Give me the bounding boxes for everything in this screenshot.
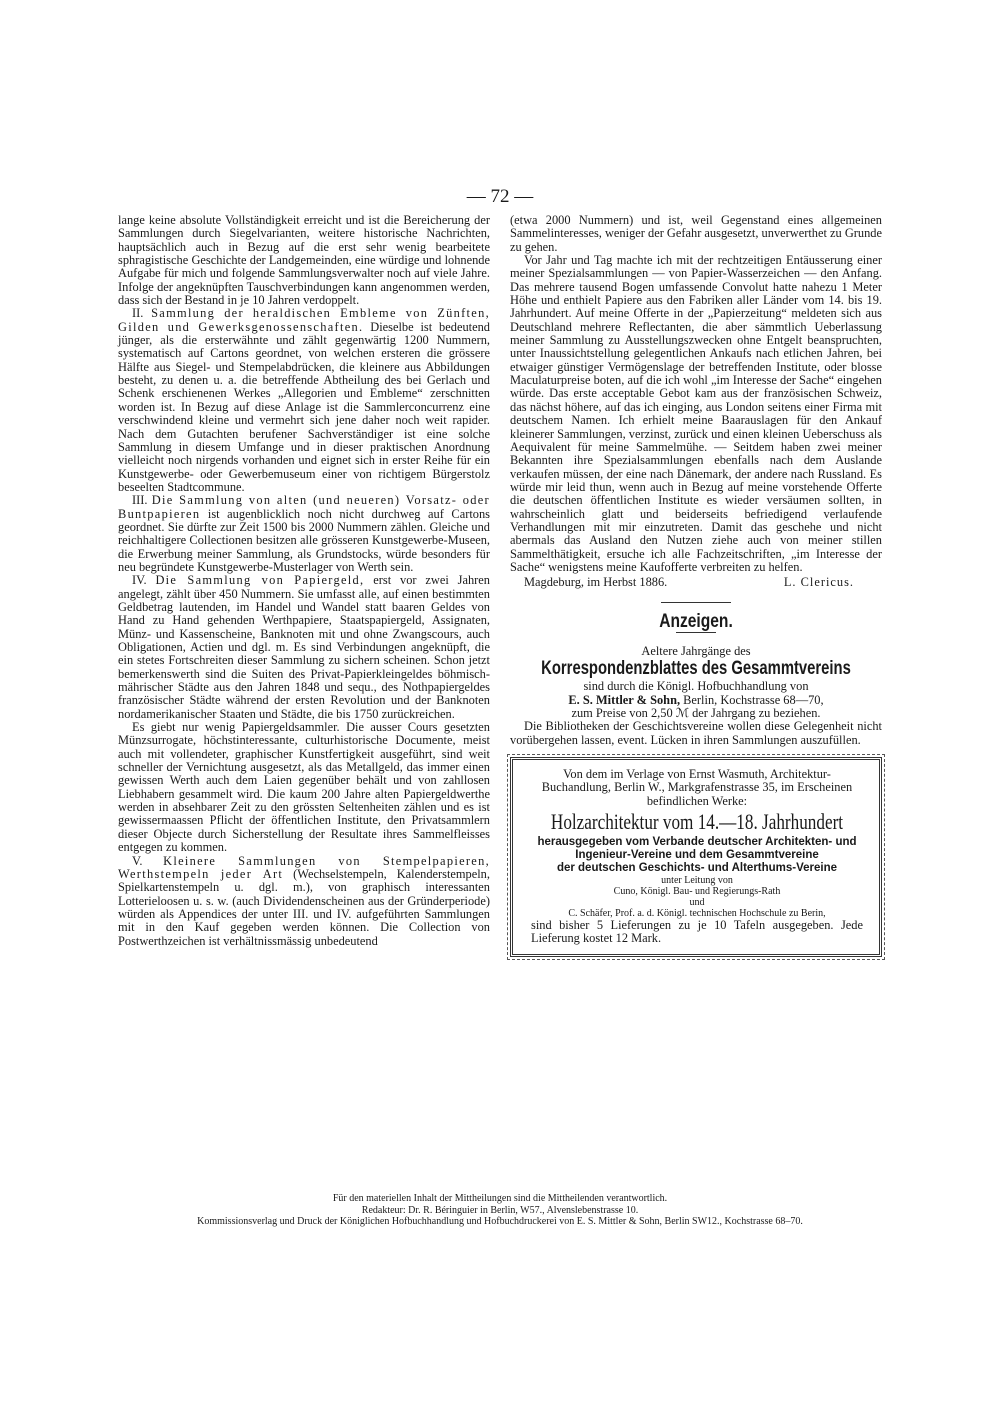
footer-line: Für den materiellen Inhalt der Mittheilungen sind die Mittheilenden verantwortlich. — [332, 1193, 668, 1204]
ad-title: Korrespondenzblattes des Gesammtvereins — [541, 658, 851, 680]
ad-subtitle: der deutschen Geschichts- und Alterthums-Vereine — [556, 862, 838, 875]
divider — [676, 632, 716, 633]
section-title: Die Sammlung von Papiergeld, — [155, 573, 365, 588]
ad-note: Die Bibliotheken der Geschichtsvereine wollen diese Gelegenheit nicht vorübergehen lassen, event. Lücken in ihren Sammlungen auszufüllen. — [510, 719, 882, 747]
section-title: Kleinere Sammlungen von Stempelpapieren, Werthstempeln jeder Art — [118, 853, 490, 881]
footer — [0, 1193, 1000, 1228]
footer-line: Redakteur: Dr. R. Béringuier in Berlin, W57., Alvenslebenstrasse 10. — [361, 1204, 639, 1216]
ads-heading: Anzeigen. — [659, 610, 733, 632]
ad-small-line: Cuno, Königl. Bau- und Regierungs-Rath — [613, 886, 781, 898]
section-number: IV. — [132, 573, 147, 588]
ad-price: zum Preise von 2,50 ℳ der Jahrgang zu beziehen. — [571, 706, 821, 720]
ad-line — [510, 694, 882, 707]
ad-publisher: E. S. Mittler & Sohn, — [568, 692, 681, 707]
section-text: (Wechselstempeln, Kalenderstempeln, Spielkartenstempeln u. dgl. m.), von graphisch interessanten Lotterieloosen u. s. w. (auch Dividendenscheinen aus der Gründerperiode) würden als Appendices der unter III. und IV. aufgeführten Sammlungen mit in den Kauf gegeben werden können. Die Collection von Postwerthzeichen ist verhältnissmässig unbedeutend — [118, 866, 490, 948]
ad-small-line: C. Schäfer, Prof. a. d. Königl. technischen Hochschule zu Berin, — [568, 908, 826, 920]
right-column — [510, 214, 882, 957]
left-column — [118, 214, 490, 948]
divider — [661, 602, 731, 603]
advertisement-holzarchitektur — [510, 757, 882, 957]
section-text: ist augenblicklich noch nicht durchweg auf Cartons geordnet. Sie dürfte zur Zeit 1500 bis 2000 Nummern zählen. Gleiche und reichhaltigere Collectionen besitzen alle grösseren Kunstgewerbe-Museen, die Erwerbung meiner Sammlung, als Grundstocks, würde besonders für neu begründete Kunstgewerbe-Musterlager von Werth sein. — [118, 506, 490, 574]
paragraph — [118, 855, 490, 948]
ad-title: Holzarchitektur vom 14.—18. Jahrhundert — [550, 809, 844, 835]
paragraph: Vor Jahr und Tag machte ich mit der rechtzeitigen Entäusserung einer meiner Spezialsammlungen — von Papier-Wasserzeichen — den Anfang. Das mehrere tausend Bogen umfassende Convolut hatte nahezu 1 Meter Höhe und enthielt Papiere aus den Fabriken aller Länder vom 14. bis 19. Jahrhundert. Auf meine Offerte in der „Papierzeitung“ meldeten sich aus Deutschland mehrere Reflectanten, die aber sämmtlich Ueberlassung meiner Sammlung zu Ausstellungszwecken ohne Entgelt beanspruchten, unter Inaussichtstellung gelegentlichen Ankaufs nach etlichen Jahren, bei etwaiger günstiger Vermögenslage der betreffenden Institute, oder blosse Maculaturpreise boten, auf die ich wohl „im Interesse der Sache“ eingehen würde. Das erste acceptable Gebot kam aus der französischen Schweiz, das nächst höhere, auf das ich einging, aus London seitens einer Firma mit deutschem Namen. Ich erhielt meine Baarauslagen für den Ankauf kleinerer Sammlungen, verzinst, zurück und einen kleinen Ueberschuss als Aequivalent für meine Sammelmühe. — Seitdem haben zwei meiner Bekannten ihre Spezialsammlungen ebenfalls nach dem Auslande verkaufen müssen, der eine nach Dänemark, der andere nach Russland. Es würde mir leid thun, wenn auch in Bezug auf meine vorstehende Offerte die deutschen öffentlichen Institute es wieder versäumen sollten, in wahrscheinlich glatt und beiderseits befriedigend verlaufende Verhandlungen mit mir einzutreten. Damit das geschehe und nicht abermals das Ausland den Nutzen ziehe auch von meiner stillen Sammelthätigkeit, ersuche ich alle Fachzeitschriften, „im Interesse der Sache“ wenigstens meine Kaufofferte verbreiten zu helfen. — [510, 253, 882, 574]
signoff — [510, 576, 882, 589]
ad-address: Berlin, Kochstrasse 68—70, — [683, 692, 824, 707]
section-text: erst vor zwei Jahren angelegt, zählt über 450 Nummern. Sie umfasst alle, auf einen bestimmten Geldbetrag lautenden, im Handel und Wandel statt baaren Geldes von Hand zu Hand gehenden Werthpapiere, Staatspapiergeld, Assignaten, Münz- und Kassenscheine, Banknoten mit und ohne Zwangscours, auch Obligationen, Actien und dgl. m. Es sind Verbindungen angeknüpft, die ein stetes Fortschreiten dieser Sammlung zu sichern scheinen. Schon jetzt bemerkenswerth sind die Suiten des Privat-Papierkleingeldes böhmisch-mährischer Städte aus den Jahren 1848 und sequ., des Nothpapiergeldes französischer Städte während der ersten Revolution und der Banknoten nordamerikanischer Staaten und Städte, die bis 1750 zurückreichen. — [118, 573, 490, 721]
section-title: Sammlung der heraldischen Embleme von Zünften, Gilden und Gewerksgenossenschaften. — [118, 306, 490, 334]
page-number: — 72 — — [466, 186, 534, 207]
section-number: II. — [132, 306, 144, 321]
paragraph: (etwa 2000 Nummern) und ist, weil Gegenstand eines allgemeinen Sammelinteresses, weniger der Gefahr ausgesetzt, unverwerthet zu Grunde zu gehen. — [510, 213, 882, 254]
paragraph — [118, 494, 490, 574]
signature: L. Clericus. — [783, 575, 854, 590]
ad-intro: Aeltere Jahrgänge des — [641, 643, 751, 658]
ad-intro: Von dem im Verlage von Ernst Wasmuth, Architektur-Buchandlung, Berlin W., Markgrafenstrasse 35, im Erscheinen befindlichen Werke: — [541, 767, 853, 808]
place-date: Magdeburg, im Herbst 1886. — [524, 575, 668, 590]
paragraph — [118, 307, 490, 494]
paragraph — [118, 574, 490, 721]
section-number: V. — [132, 853, 143, 868]
ad-small-line: unter Leitung von — [661, 875, 733, 887]
ad-small-line: und — [689, 897, 705, 909]
advertisement-korrespondenzblatt — [510, 645, 882, 747]
ad-closing: sind bisher 5 Lieferungen zu je 10 Tafeln ausgegeben. Jede Lieferung kostet 12 Mark. — [531, 918, 863, 946]
section-number: III. — [132, 493, 148, 508]
section-text: Dieselbe ist bedeutend jünger, als die ersterwähnte und zählt gegenwärtig 1200 Nummern, systematisch auf Cartons geordnet, von welchen ersteren die grössere Hälfte aus Siegel- und Stempelabdrücken, die kleinere aus Abbildungen besteht, zu denen u. a. die betreffende Abtheilung des bei Gerlach und Schenk erschienenen Werkes „Allegorien und Embleme“ zerschnitten worden ist. In Bezug auf diese Anlage ist die Sammlerconcurrenz eine verschwindend kleine und vermehrt sich jene daher noch weit rapider. Nach dem Gutachten berufener Sachverständiger ist eine solche Sammlung in diesem Umfange und in dieser praktischen Anordnung vielleicht noch nirgends vorhanden und eignet sich in erster Reihe für ein Kunstgewerbe- oder Gewerbemuseum einer von richtigem Bürgerstolz beseelten Stadtcommune. — [118, 319, 490, 494]
ad-subtitle: herausgegeben vom Verbande deutscher Architekten- und Ingenieur-Vereine und dem Gesammtvereine — [537, 836, 857, 862]
paragraph: lange keine absolute Vollständigkeit erreicht und ist die Bereicherung der Sammlungen durch Siegelvarianten, weitere historische Nachrichten, hauptsächlich auch in Bezug auf die erst sehr wenig bearbeitete sphragistische Geschichte der Landgemeinden, eine würdige und lohnende Aufgabe für mich und folgende Sammlungsverwalter noch auf viele Jahre. Infolge der angeknüpften Tauschverbindungen kann angenommen werden, dass sich der Bestand in je 10 Jahren verdoppelt. — [118, 213, 490, 308]
paragraph: Es giebt nur wenig Papiergeldsammler. Die ausser Cours gesetzten Münzsurrogate, höchstinteressante, culturhistorische Documente, meist auch mit vollendeter, graphischer Kunstfertigkeit ausgeführt, sind weit schneller der Vernichtung ausgesetzt, als das Metallgeld, das immer einen gewissen Werth auch dem Laien gegenüber behält und von zahllosen Liebhabern gesammelt wird. Die kaum 200 Jahre alten Papiergeldwerthe werden in absehbarer Zeit zu den grössten Seltenheiten zählen und es ist gewissermaassen Pflicht der öffentlichen Institute, den Privatsammlern dieser Objecte durch Sicherstellung der Resultate ihres Sammelfleisses entgegen zu kommen. — [118, 720, 490, 855]
footer-line: Kommissionsverlag und Druck der Königlichen Hofbuchhandlung und Hofbuchdruckerei von E. S. Mittler & Sohn, Berlin SW12., Kochstrasse 68–70. — [197, 1216, 803, 1227]
ad-line: sind durch die Königl. Hofbuchhandlung von — [583, 679, 809, 694]
section-title: Die Sammlung von alten (und neueren) Vorsatz- oder Buntpapieren — [118, 493, 490, 521]
